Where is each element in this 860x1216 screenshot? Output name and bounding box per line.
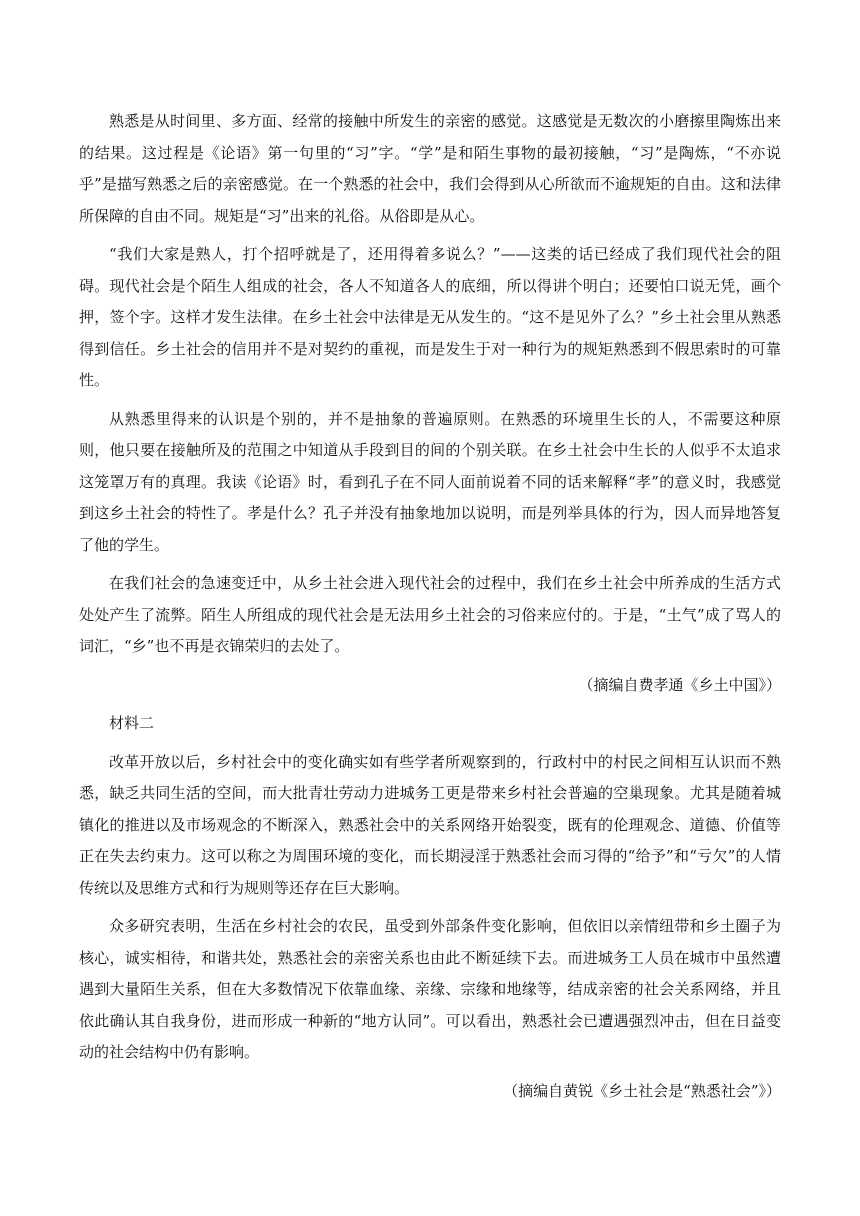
document-body <box>79 106 781 1114</box>
material-two-heading: 材料二 <box>109 714 155 732</box>
paragraph-research: 众多研究表明，生活在乡村社会的农民，虽受到外部条件变化影响，但依旧以亲情纽带和乡土圈子为核心，诚实相待，和谐共处，熟悉社会的亲密关系也由此不断延续下去。而进城务工人员在城市中虽然遭遇到大量陌生关系，但在大多数情况下依靠血缘、亲缘、宗缘和地缘等，结成亲密的社会关系网络，并且依此确认其自我身份，进而形成一种新的“地方认同”。可以看出，熟悉社会已遭遇强烈冲击，但在日益变动的社会结构中仍有影响。 <box>79 917 781 1061</box>
paragraph-reform: 改革开放以后，乡村社会中的变化确实如有些学者所观察到的，行政村中的村民之间相互认识而不熟悉，缺乏共同生活的空间，而大批青壮劳动力进城务工更是带来乡村社会普遍的空巢现象。尤其是随着城镇化的推进以及市场观念的不断深入，熟悉社会中的关系网络开始裂变，既有的伦理观念、道德、价值等正在失去约束力。这可以称之为周围环境的变化，而长期浸淫于熟悉社会而习得的“给予”和“亏欠”的人情传统以及思维方式和行为规则等还存在巨大影响。 <box>79 752 781 897</box>
paragraph-familiarity: 熟悉是从时间里、多方面、经常的接触中所发生的亲密的感觉。这感觉是无数次的小磨擦里陶炼出来的结果。这过程是《论语》第一句里的“习”字。“学”是和陌生事物的最初接触，“习”是陶炼，“不亦说乎”是描写熟悉之后的亲密感觉。在一个熟悉的社会中，我们会得到从心所欲而不逾规矩的自由。这和法律所保障的自由不同。规矩是“习”出来的礼俗。从俗即是从心。 <box>79 112 781 225</box>
source-citation-2: （摘编自黄锐《乡土社会是“熟悉社会”》） <box>503 1081 781 1100</box>
paragraph-individual-knowledge: 从熟悉里得来的认识是个别的，并不是抽象的普遍原则。在熟悉的环境里生长的人，不需要这种原则，他只要在接触所及的范围之中知道从手段到目的间的个别关联。在乡土社会中生长的人似乎不太追求这笼罩万有的真理。我读《论语》时，看到孔子在不同人面前说着不同的话来解释“孝”的意义时，我感觉到这乡土社会的特性了。孝是什么？孔子并没有抽象地加以说明，而是列举具体的行为，因人而异地答复了他的学生。 <box>79 409 781 554</box>
paragraph-acquaintance: “我们大家是熟人，打个招呼就是了，还用得着多说么？”——这类的话已经成了我们现代社会的阻碍。现代社会是个陌生人组成的社会，各人不知道各人的底细，所以得讲个明白；还要怕口说无凭，画个押，签个字。这样才发生法律。在乡土社会中法律是无从发生的。“这不是见外了么？”乡土社会里从熟悉得到信任。乡土社会的信用并不是对契约的重视，而是发生于对一种行为的规矩熟悉到不假思索时的可靠性。 <box>79 245 781 389</box>
source-citation-1: （摘编自费孝通《乡土中国》） <box>578 675 781 694</box>
paragraph-social-change: 在我们社会的急速变迁中，从乡土社会进入现代社会的过程中，我们在乡土社会中所养成的生活方式处处产生了流弊。陌生人所组成的现代社会是无法用乡土社会的习俗来应付的。于是，“土气”成了骂人的词汇，“乡”也不再是衣锦荣归的去处了。 <box>79 574 781 655</box>
